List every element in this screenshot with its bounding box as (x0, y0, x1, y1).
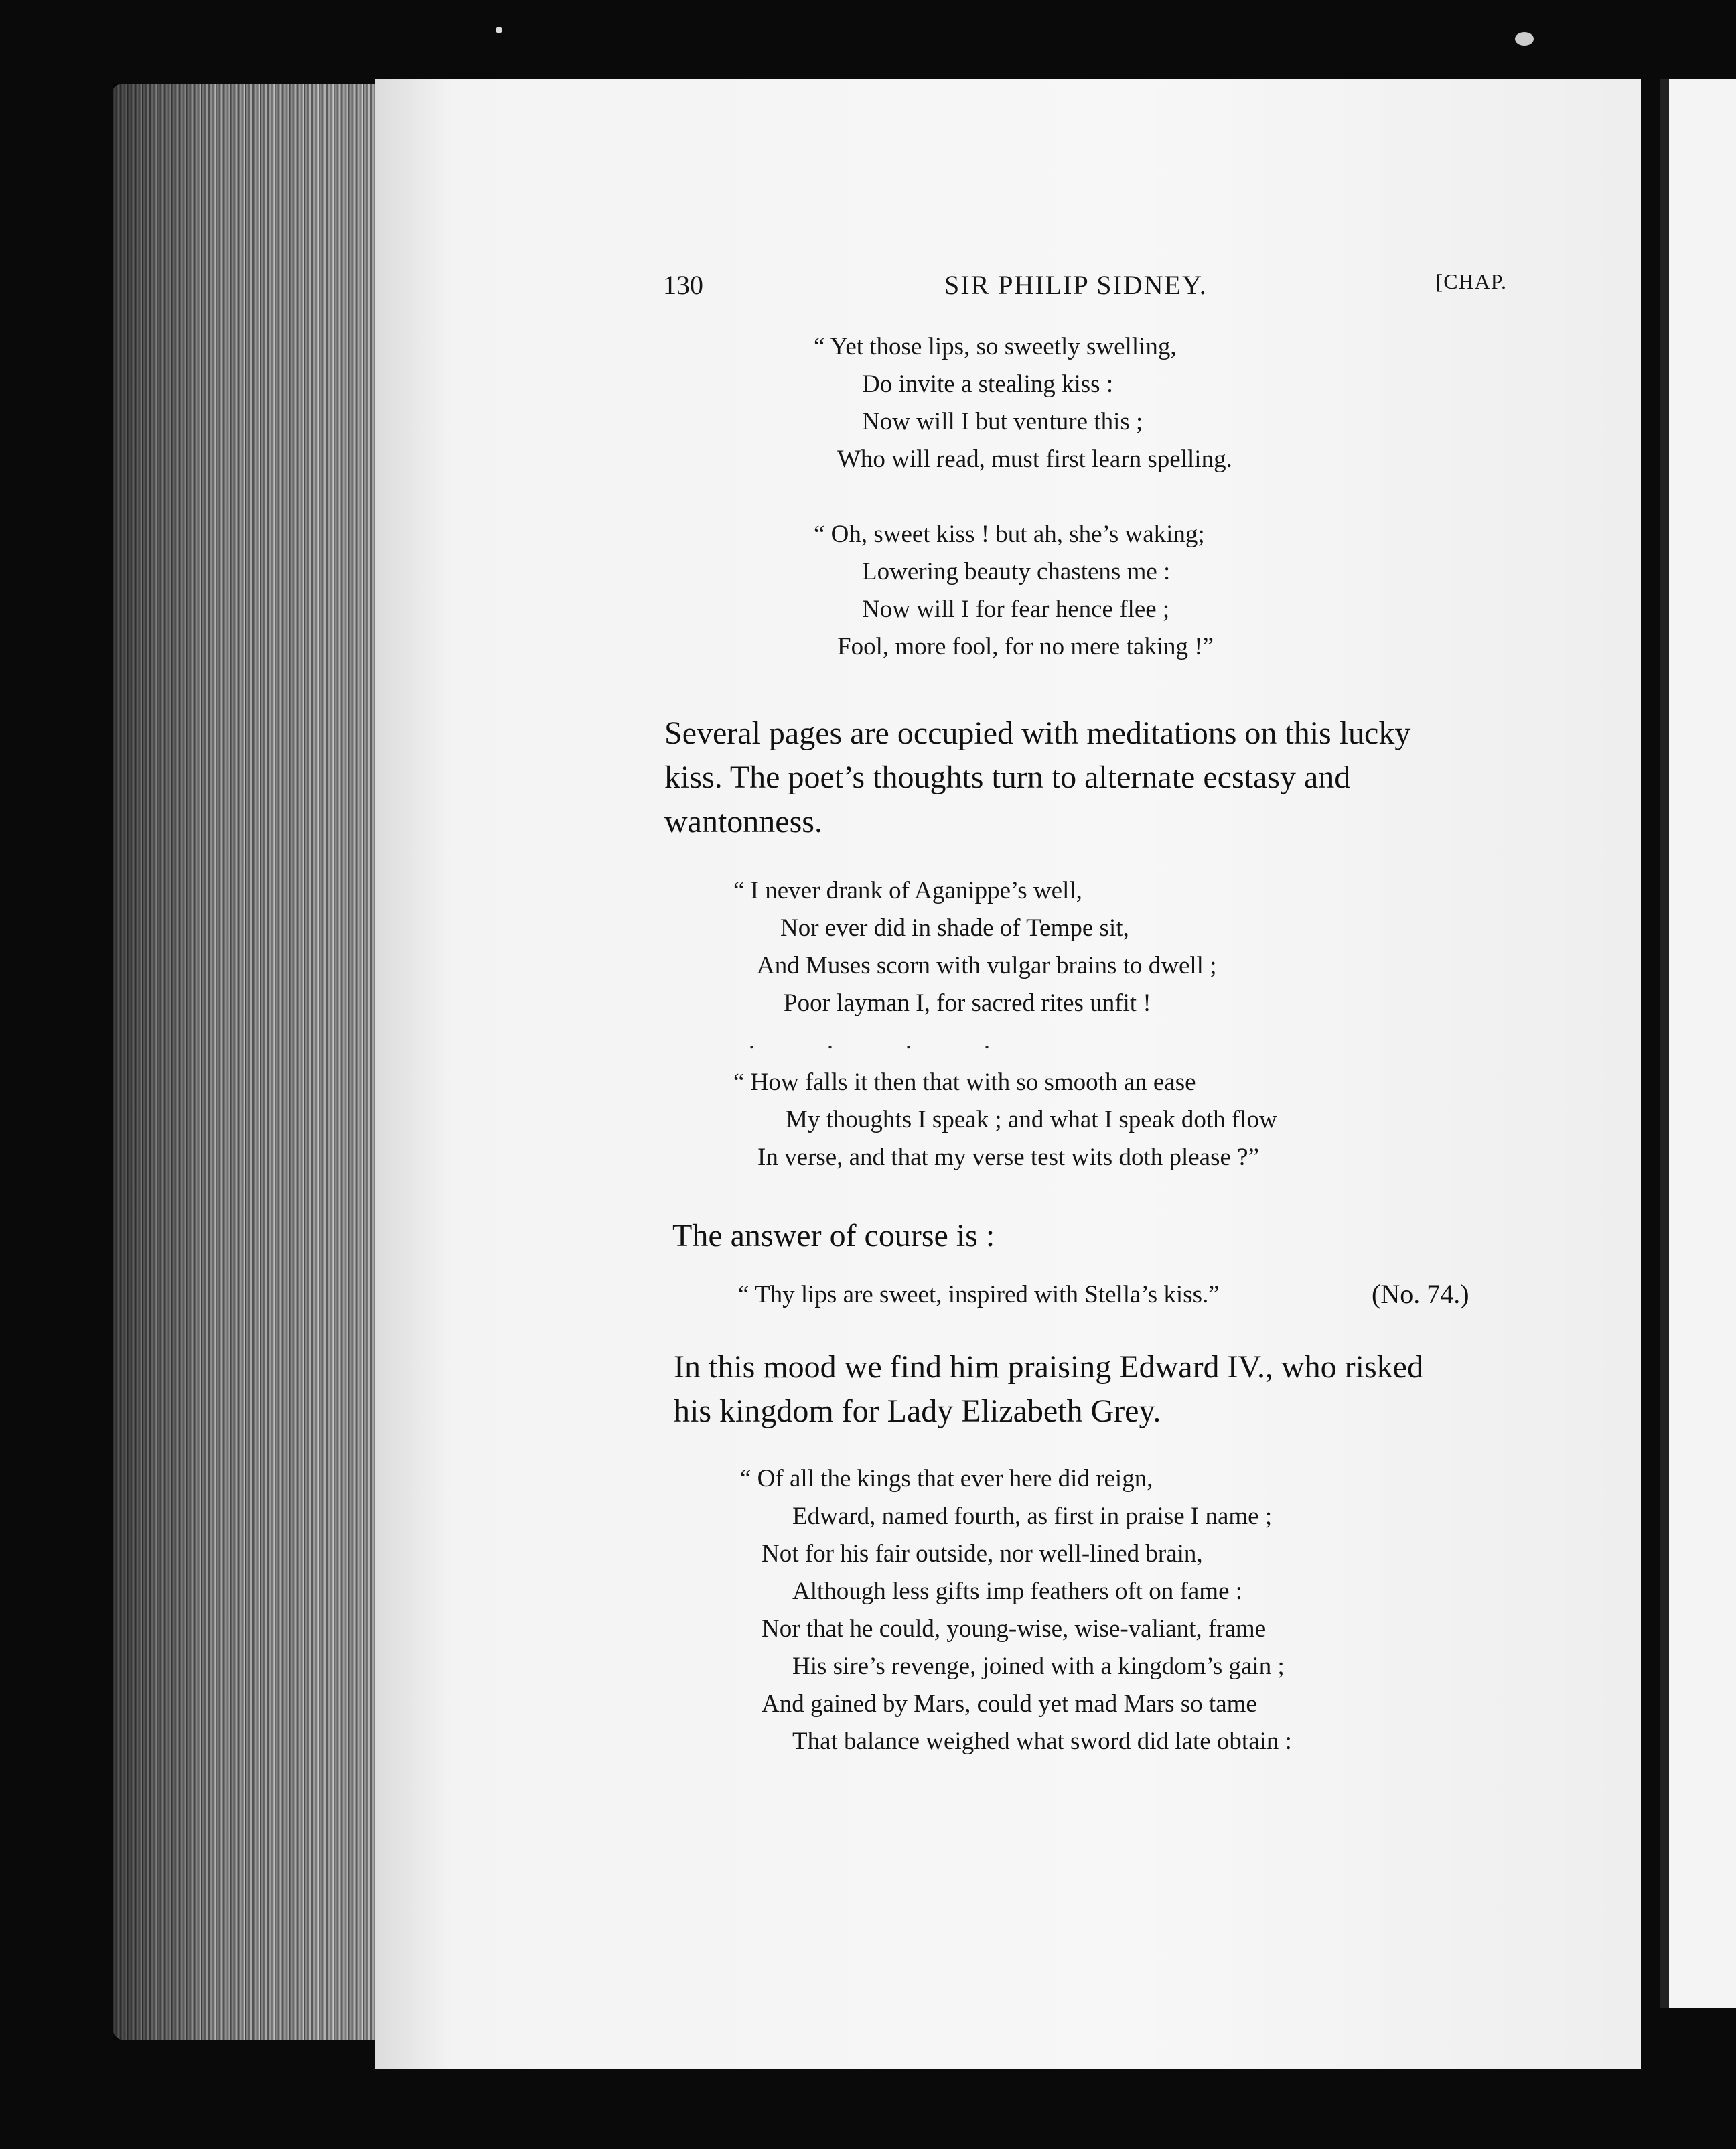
verse-line: In verse, and that my verse test wits doth please ?” (757, 1143, 1260, 1171)
paragraph-1 (664, 711, 1410, 844)
stanza-2 (814, 516, 1214, 666)
verse-line: Although less gifts imp feathers oft on fame : (792, 1578, 1243, 1605)
verse-line: Nor ever did in shade of Tempe sit, (780, 914, 1129, 942)
prose-line: his kingdom for Lady Elizabeth Grey. (674, 1393, 1161, 1429)
verse-line: “ How falls it then that with so smooth an ease (733, 1068, 1196, 1096)
verse-line: Lowering beauty chastens me : (862, 558, 1171, 585)
chapter-mark: [CHAP. (1435, 269, 1507, 293)
dust-speck (1515, 32, 1534, 46)
verse-line: Edward, named fourth, as first in praise I name ; (792, 1503, 1273, 1530)
verse-line: “ Of all the kings that ever here did reign, (740, 1465, 1153, 1493)
verse-line: Who will read, must first learn spelling. (837, 445, 1232, 473)
quote-line (738, 1276, 1220, 1314)
page-number: 130 (663, 270, 703, 300)
prose-line: The answer of course is : (672, 1218, 995, 1253)
ellipsis-row: . . . . (749, 1027, 990, 1054)
verse-line: “ I never drank of Aganippe’s well, (733, 877, 1082, 904)
quote-reference: (No. 74.) (1372, 1279, 1469, 1309)
running-title: SIR PHILIP SIDNEY. (944, 270, 1208, 300)
verse-line: His sire’s revenge, joined with a kingdom’s gain ; (792, 1653, 1285, 1680)
book-fore-edge (113, 84, 382, 2040)
verse-line: Fool, more fool, for no mere taking !” (837, 633, 1214, 661)
stanza-1 (814, 328, 1232, 478)
verse-line: That balance weighed what sword did late obtain : (792, 1728, 1292, 1755)
verse-line: And Muses scorn with vulgar brains to dwell ; (757, 952, 1217, 979)
prose-line: In this mood we find him praising Edward IV., who risked (674, 1349, 1423, 1385)
prose-line: Several pages are occupied with meditations on this lucky (664, 715, 1411, 751)
verse-line: Do invite a stealing kiss : (862, 370, 1114, 398)
verse-line: Nor that he could, young-wise, wise-valiant, frame (762, 1615, 1267, 1643)
verse-line: Poor layman I, for sacred rites unfit ! (784, 989, 1151, 1017)
verse-line: My thoughts I speak ; and what I speak doth flow (786, 1106, 1277, 1133)
paragraph-2 (672, 1214, 995, 1258)
prose-line: wantonness. (664, 804, 822, 839)
stanza-4 (733, 1064, 1277, 1176)
verse-line: Now will I but venture this ; (862, 408, 1143, 435)
verse-line: “ Oh, sweet kiss ! but ah, she’s waking; (814, 521, 1205, 548)
stanza-3 (733, 872, 1216, 1022)
verse-line: Now will I for fear hence flee ; (862, 596, 1170, 623)
verse-line: And gained by Mars, could yet mad Mars so tame (762, 1690, 1257, 1718)
verse-line: “ Thy lips are sweet, inspired with Stella’s kiss.” (738, 1281, 1220, 1308)
dust-speck (496, 27, 502, 33)
paragraph-3 (674, 1345, 1423, 1434)
facing-page-edge (1660, 79, 1736, 2008)
stanza-5 (740, 1460, 1292, 1760)
page-header (663, 263, 1507, 309)
verse-line: “ Yet those lips, so sweetly swelling, (814, 333, 1177, 360)
prose-line: kiss. The poet’s thoughts turn to alternate ecstasy and (664, 760, 1351, 795)
verse-line: Not for his fair outside, nor well-lined brain, (762, 1540, 1203, 1568)
